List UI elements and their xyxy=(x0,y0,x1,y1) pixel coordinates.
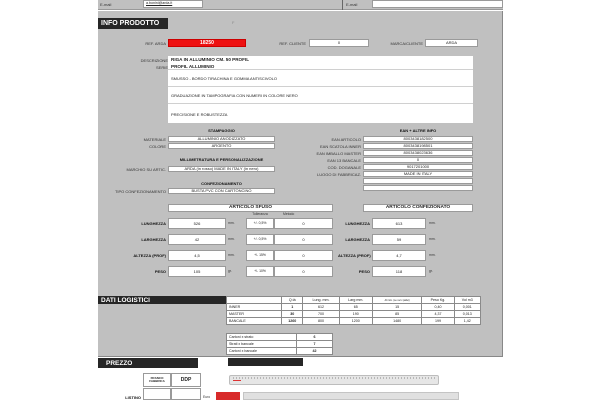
info-prodotto-header: INFO PRODOTTO xyxy=(98,18,168,29)
confezionato-row-unit: mm. xyxy=(429,237,436,241)
materiale-label: MATERIALE xyxy=(143,137,166,142)
ean-row-value[interactable]: 8003438182500 xyxy=(363,136,473,142)
sfuso-title: ARTICOLO SFUSO xyxy=(168,204,333,212)
marchio-label: MARCHIO SU ARTIC. xyxy=(126,167,166,172)
sfuso-row-value[interactable]: 42 xyxy=(168,234,226,245)
listino-ddp-field[interactable] xyxy=(171,388,201,400)
ean-row-value[interactable]: 8003438198501 xyxy=(363,143,473,149)
sfuso-row-unit: gr. xyxy=(228,269,232,273)
ean-title: EAN + ALTRE INFO xyxy=(399,128,437,133)
marker-text: F xyxy=(232,20,235,25)
pallet-row xyxy=(227,348,333,355)
logistics-cell[interactable]: 0,013 xyxy=(454,311,480,318)
descrizione-label: DESCRIZIONE xyxy=(140,58,168,63)
ruler-image xyxy=(229,375,439,385)
confezionato-title: ARTICOLO CONFEZIONATO xyxy=(363,204,473,212)
confezionamento-title: CONFEZIONAMENTO xyxy=(201,181,242,186)
tipo-confezionamento-field[interactable]: BUSTA PVC CON CARTONCINO xyxy=(168,188,275,194)
logistics-row-label: INNER xyxy=(227,304,282,311)
sfuso-row-label: LARGHEZZA xyxy=(141,237,166,242)
currency-label: Euro xyxy=(203,395,211,399)
ref-arda-field[interactable]: 18250 xyxy=(168,39,246,47)
divider xyxy=(342,0,343,10)
logistics-cell[interactable]: 1260 xyxy=(282,318,303,325)
logistics-cell[interactable]: 1480 xyxy=(372,318,421,325)
sfuso-row-label: PESO xyxy=(154,269,166,274)
sfuso-row-tolleranza[interactable]: +/- 15% xyxy=(246,250,274,261)
ean-row-value[interactable]: 0 xyxy=(363,157,473,163)
confezionato-row-value[interactable]: 613 xyxy=(372,218,426,229)
sfuso-row-unit: mm. xyxy=(228,221,235,225)
ean-row-label: EAN 13 BANCALE xyxy=(327,158,361,163)
marca-cliente-label: MARCA/CLIENTE xyxy=(390,41,423,46)
logistics-row xyxy=(227,311,481,318)
ean-row-label: EAN ARTICOLO xyxy=(331,137,361,142)
sfuso-row-unit: mm. xyxy=(228,253,235,257)
logistics-header-cell: Vol m3 xyxy=(454,297,480,304)
sfuso-row-value[interactable]: 105 xyxy=(168,266,226,277)
confezionato-row-unit: gr. xyxy=(429,269,433,273)
logistics-cell[interactable]: 700 xyxy=(303,311,339,318)
ref-cliente-label: REF. CLIENTE xyxy=(279,41,306,46)
logistics-header-cell: Alt mm. (se nel x pallet) xyxy=(372,297,421,304)
logistics-cell[interactable]: 65 xyxy=(339,304,372,311)
feature-1[interactable]: SMUSSO - BORDO TIRACHINA E GOMMA ANTISCIVOLO xyxy=(168,71,473,87)
pallet-table xyxy=(226,333,333,355)
sfuso-row-unit: mm. xyxy=(228,237,235,241)
product-image-area xyxy=(213,368,503,400)
logistics-header-row xyxy=(227,297,481,304)
ruler-logo xyxy=(233,380,241,381)
logistics-cell[interactable]: 1,42 xyxy=(454,318,480,325)
ean-row-label: LUOGO DI FABBRICAZ. xyxy=(316,172,361,177)
logistics-cell[interactable]: 199 xyxy=(422,318,454,325)
left-email-field[interactable]: a.bonini@arda.it xyxy=(143,0,203,8)
confezionato-row-value[interactable]: 59 xyxy=(372,234,426,245)
product-sheet xyxy=(98,0,503,400)
metodo-header: Metodo xyxy=(283,212,295,216)
pallet-row xyxy=(227,341,333,348)
tolleranza-header: Tolleranza xyxy=(252,212,268,216)
dati-logistici-header: DATI LOGISTICI xyxy=(98,296,226,304)
confezionato-row-value[interactable]: 118 xyxy=(372,266,426,277)
ean-row-value[interactable]: 9017201000 xyxy=(363,164,473,170)
ean-row-value[interactable]: 8003438023636 xyxy=(363,150,473,156)
stampaggio-title: STAMPAGGIO xyxy=(208,128,235,133)
sfuso-row-label: ALTEZZA (PROF) xyxy=(133,253,166,258)
sfuso-row-tolleranza[interactable]: +/- 10% xyxy=(246,266,274,277)
sfuso-row-tolleranza[interactable]: +/- 0,5% xyxy=(246,218,274,229)
logistics-cell[interactable]: 612 xyxy=(303,304,339,311)
confezionato-row-label: PESO xyxy=(358,269,370,274)
logistics-cell[interactable]: 4,37 xyxy=(422,311,454,318)
logistics-cell[interactable]: 15 xyxy=(372,304,421,311)
logistics-row-label: BANCALE xyxy=(227,318,282,325)
ean-row-label: EAN SCATOLA INNER xyxy=(320,144,361,149)
listino-label: LISTINO xyxy=(125,395,141,400)
confezionato-row-unit: mm. xyxy=(429,221,436,225)
marca-cliente-field[interactable]: ARDA xyxy=(425,39,478,47)
prezzo-header: PREZZO xyxy=(98,358,198,368)
tipo-confezionamento-label: TIPO CONFEZIONAMENTO xyxy=(114,189,166,194)
listino-franco-field[interactable] xyxy=(143,388,171,400)
right-email-label: E-mail xyxy=(346,2,358,7)
logistics-table xyxy=(226,296,481,325)
image-section-header xyxy=(228,358,303,366)
logistics-cell[interactable]: 800 xyxy=(303,318,339,325)
pallet-value[interactable]: 42 xyxy=(297,348,333,355)
logistics-cell[interactable]: 85 xyxy=(372,311,421,318)
logistics-header-cell: Larg mm. xyxy=(339,297,372,304)
pallet-label: Cartoni x strato xyxy=(227,334,297,341)
marchio-field[interactable]: ARDA (in rosso) MADE IN ITALY (in nero) xyxy=(168,166,275,172)
confezionato-row-value[interactable]: 4,7 xyxy=(372,250,426,261)
logistics-row xyxy=(227,304,481,311)
logistics-cell[interactable]: 0,001 xyxy=(454,304,480,311)
logistics-header-cell: Q.tà xyxy=(282,297,303,304)
logistics-cell[interactable]: 0,40 xyxy=(422,304,454,311)
ref-cliente-field[interactable]: 0 xyxy=(309,39,369,47)
confezionato-row-unit: mm. xyxy=(429,253,436,257)
sfuso-row-metodo[interactable]: 0 xyxy=(274,250,333,261)
sfuso-row-tolleranza[interactable]: +/- 0,5% xyxy=(246,234,274,245)
logistics-cell[interactable]: 190 xyxy=(339,311,372,318)
confezionato-row-label: LARGHEZZA xyxy=(345,237,370,242)
logistics-cell[interactable]: 1200 xyxy=(339,318,372,325)
feature-3[interactable]: PRECISIONE E ROBUSTEZZA xyxy=(168,105,473,123)
pallet-label: Cartoni x bancale xyxy=(227,348,297,355)
sfuso-row-value[interactable]: 4,5 xyxy=(168,250,226,261)
serie-label: SERIE xyxy=(155,65,168,70)
packaging-image xyxy=(216,392,240,400)
colore-label: COLORE xyxy=(149,144,166,149)
materiale-field[interactable]: ALLUMINIO ANODIZZATO xyxy=(168,136,275,142)
serie-value[interactable]: PROFIL ALLUMINIO xyxy=(168,63,473,70)
ean-row-label: EAN IMBALLO MASTER xyxy=(316,151,361,156)
logistics-row-label: MASTER xyxy=(227,311,282,318)
pallet-row xyxy=(227,334,333,341)
right-email-field[interactable] xyxy=(372,0,503,8)
logistics-cell[interactable]: 30 xyxy=(282,311,303,318)
pallet-value[interactable]: 6 xyxy=(297,334,333,341)
colore-field[interactable]: ARGENTO xyxy=(168,143,275,149)
ean-row-value[interactable] xyxy=(363,185,473,191)
descrizione-value[interactable]: RIGA IN ALLUMINIO CM. 50 PROFIL xyxy=(168,56,473,63)
logistics-cell[interactable]: 1 xyxy=(282,304,303,311)
sfuso-row-label: LUNGHEZZA xyxy=(141,221,166,226)
franco-fabbrica-header: FRANCO FABBRICA xyxy=(143,373,171,387)
left-email-label: E-mail xyxy=(100,2,112,7)
confezionato-row-label: LUNGHEZZA xyxy=(345,221,370,226)
logistics-header-cell: Peso Kg. xyxy=(422,297,454,304)
feature-2[interactable]: GRADUAZIONE IN TAMPOGRAFIA CON NUMERI IN COLORE NERO xyxy=(168,88,473,104)
logistics-row xyxy=(227,318,481,325)
millimetratura-title: MILLIMETRATURA E PERSONALIZZAZIONE xyxy=(179,157,264,162)
ean-row-value[interactable] xyxy=(363,178,473,184)
sfuso-row-metodo[interactable]: 0 xyxy=(274,218,333,229)
logistics-header-cell: Lung. mm. xyxy=(303,297,339,304)
ref-arda-label: REF. ARDA xyxy=(145,41,166,46)
ean-row-label: COD. DOGANALE xyxy=(327,165,361,170)
ddp-header: DDP xyxy=(171,373,201,387)
packaged-ruler-image xyxy=(243,392,459,400)
ruler-ticks xyxy=(233,377,435,379)
pallet-label: Strati x bancale xyxy=(227,341,297,348)
pallet-value[interactable]: 7 xyxy=(297,341,333,348)
confezionato-row-label: ALTEZZA (PROF) xyxy=(338,253,371,258)
sfuso-row-metodo[interactable]: 0 xyxy=(274,266,333,277)
sfuso-row-metodo[interactable]: 0 xyxy=(274,234,333,245)
logistics-header-cell xyxy=(227,297,282,304)
sfuso-row-value[interactable]: 526 xyxy=(168,218,226,229)
ean-row-value[interactable]: MADE IN ITALY xyxy=(363,171,473,177)
